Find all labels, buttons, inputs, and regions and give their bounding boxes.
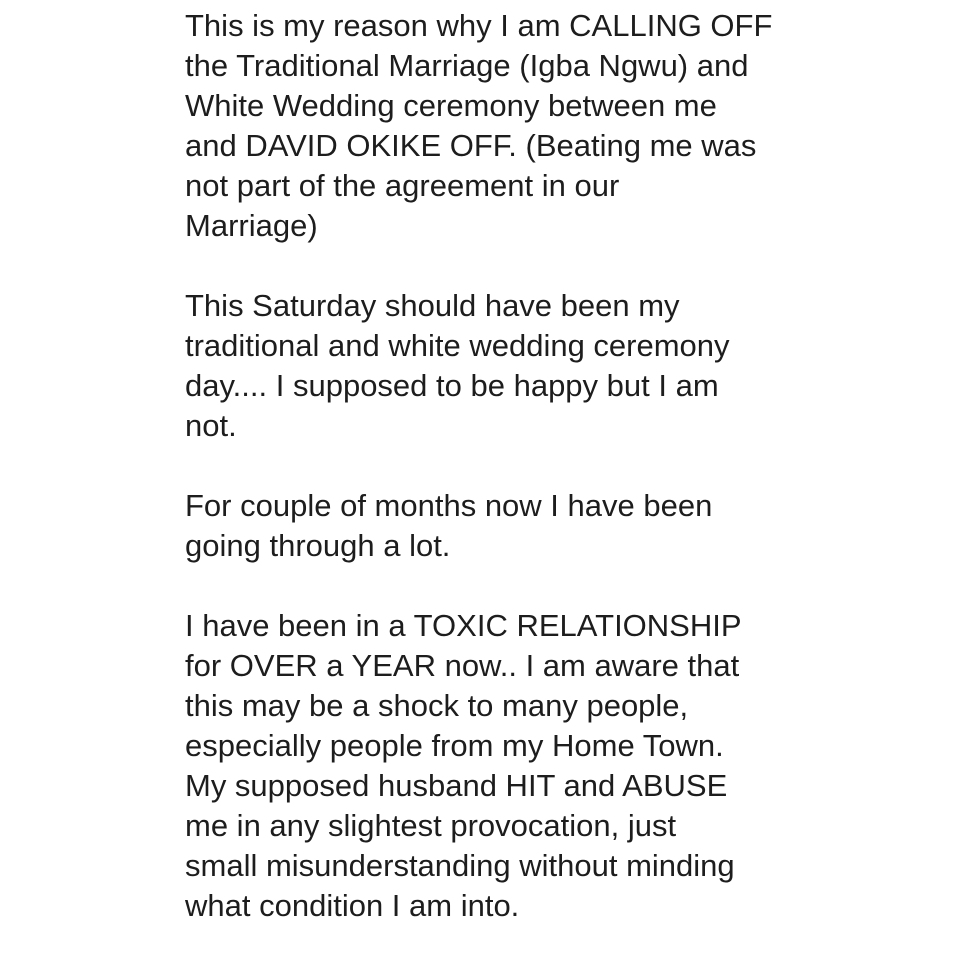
text-line: small misunderstanding without minding bbox=[185, 848, 735, 883]
post-paragraph-3 bbox=[185, 486, 785, 566]
text-line: not. bbox=[185, 408, 237, 443]
post-paragraph-4 bbox=[185, 606, 785, 926]
text-line: My supposed husband HIT and ABUSE bbox=[185, 768, 728, 803]
text-line: going through a lot. bbox=[185, 528, 451, 563]
text-line: not part of the agreement in our bbox=[185, 168, 620, 203]
text-line: Marriage) bbox=[185, 208, 318, 243]
text-line: day.... I supposed to be happy but I am bbox=[185, 368, 719, 403]
text-line: and DAVID OKIKE OFF. (Beating me was bbox=[185, 128, 757, 163]
text-line: this may be a shock to many people, bbox=[185, 688, 689, 723]
text-line: what condition I am into. bbox=[185, 888, 520, 923]
post-paragraph-1 bbox=[185, 6, 785, 246]
text-line: White Wedding ceremony between me bbox=[185, 88, 717, 123]
text-line: especially people from my Home Town. bbox=[185, 728, 724, 763]
text-line: I have been in a TOXIC RELATIONSHIP bbox=[185, 608, 742, 643]
text-line: traditional and white wedding ceremony bbox=[185, 328, 730, 363]
text-line: This Saturday should have been my bbox=[185, 288, 680, 323]
post-text-block bbox=[185, 6, 785, 960]
text-line: me in any slightest provocation, just bbox=[185, 808, 677, 843]
text-line: for OVER a YEAR now.. I am aware that bbox=[185, 648, 740, 683]
text-line: For couple of months now I have been bbox=[185, 488, 713, 523]
text-line: the Traditional Marriage (Igba Ngwu) and bbox=[185, 48, 749, 83]
post-paragraph-2 bbox=[185, 286, 785, 446]
text-line: This is my reason why I am CALLING OFF bbox=[185, 8, 773, 43]
